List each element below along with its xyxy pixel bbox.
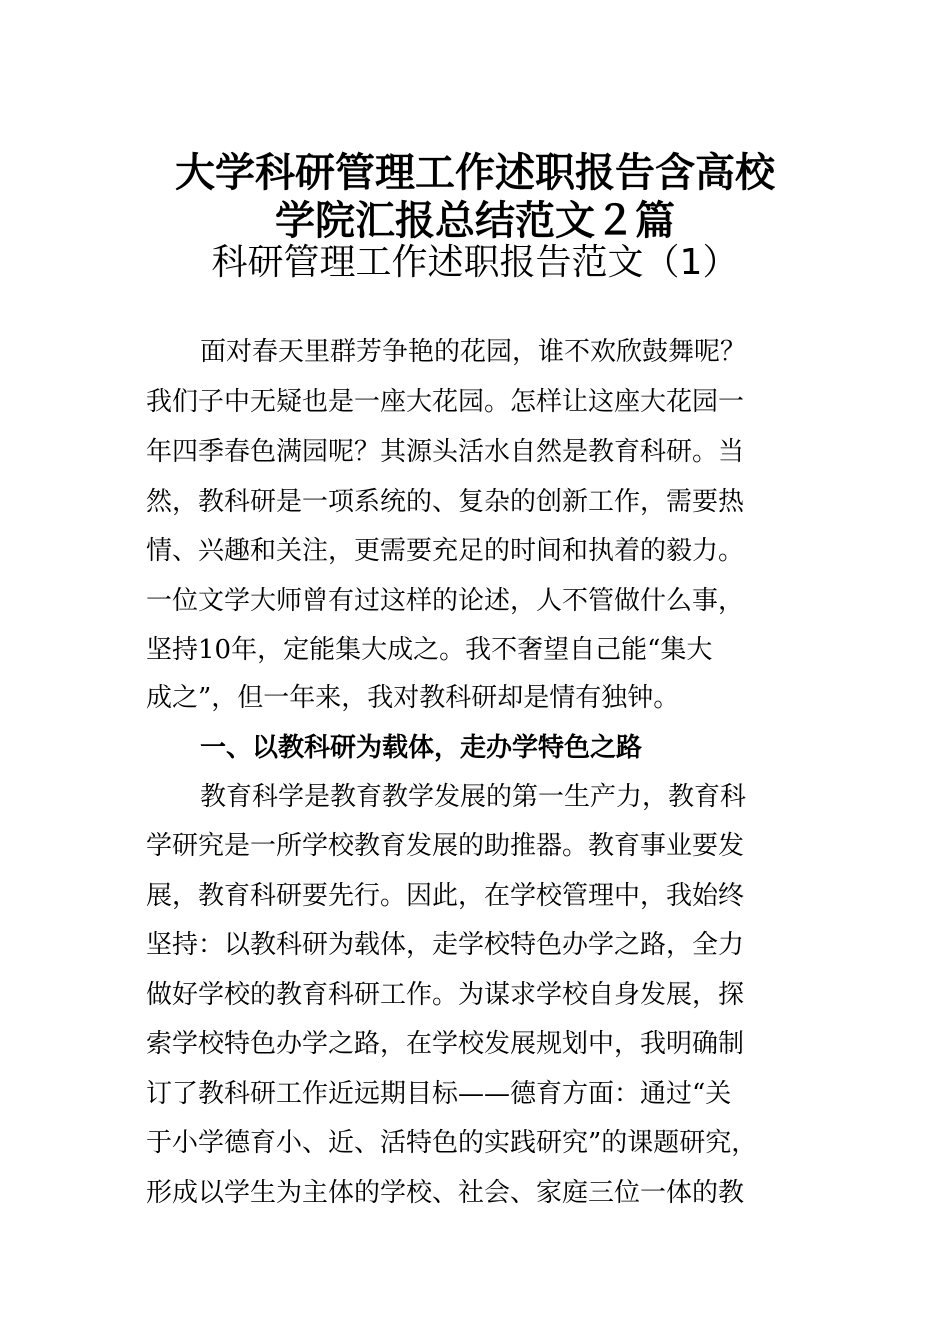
paragraph-1-line-6: 一位文学大师曾有过这样的论述，人不管做什么事， [146,586,745,616]
document-title-line-1: 大学科研管理工作述职报告含高校 [175,150,775,196]
paragraph-2-line-1: 教育科学是教育教学发展的第一生产力，教育科 [200,782,747,812]
paragraph-2-line-3: 展，教育科研要先行。因此，在学校管理中，我始终 [146,881,745,911]
paragraph-2-line-4: 坚持：以教科研为载体，走学校特色办学之路，全力 [146,930,745,960]
paragraph-1-line-1: 面对春天里群芳争艳的花园，谁不欢欣鼓舞呢？ [200,337,747,367]
paragraph-1-line-8: 成之”，但一年来，我对教科研却是情有独钟。 [146,683,680,713]
paragraph-1-line-5: 情、兴趣和关注，更需要充足的时间和执着的毅力。 [146,536,745,566]
paragraph-1-line-3: 年四季春色满园呢？其源头活水自然是教育科研。当 [146,437,745,467]
paragraph-2-line-9: 形成以学生为主体的学校、社会、家庭三位一体的教 [146,1178,745,1208]
paragraph-2-line-5: 做好学校的教育科研工作。为谋求学校自身发展，探 [146,980,745,1010]
paragraph-1-line-4: 然，教科研是一项系统的、复杂的创新工作，需要热 [146,487,745,517]
paragraph-2-line-6: 索学校特色办学之路，在学校发展规划中，我明确制 [146,1029,745,1059]
document-title-line-2: 学院汇报总结范文２篇 [275,198,675,244]
document-subtitle: 科研管理工作述职报告范文（1） [211,242,739,283]
paragraph-1-line-7: 坚持10年，定能集大成之。我不奢望自己能“集大 [146,635,713,665]
paragraph-2-line-8: 于小学德育小、近、活特色的实践研究”的课题研究， [146,1128,758,1158]
paragraph-2-line-7: 订了教科研工作近远期目标——德育方面：通过“关 [146,1079,732,1109]
paragraph-1-line-2: 我们子中无疑也是一座大花园。怎样让这座大花园一 [146,387,745,417]
paragraph-2-line-2: 学研究是一所学校教育发展的助推器。教育事业要发 [146,831,745,861]
section-1-heading: 一、以教科研为载体，走办学特色之路 [200,733,643,763]
